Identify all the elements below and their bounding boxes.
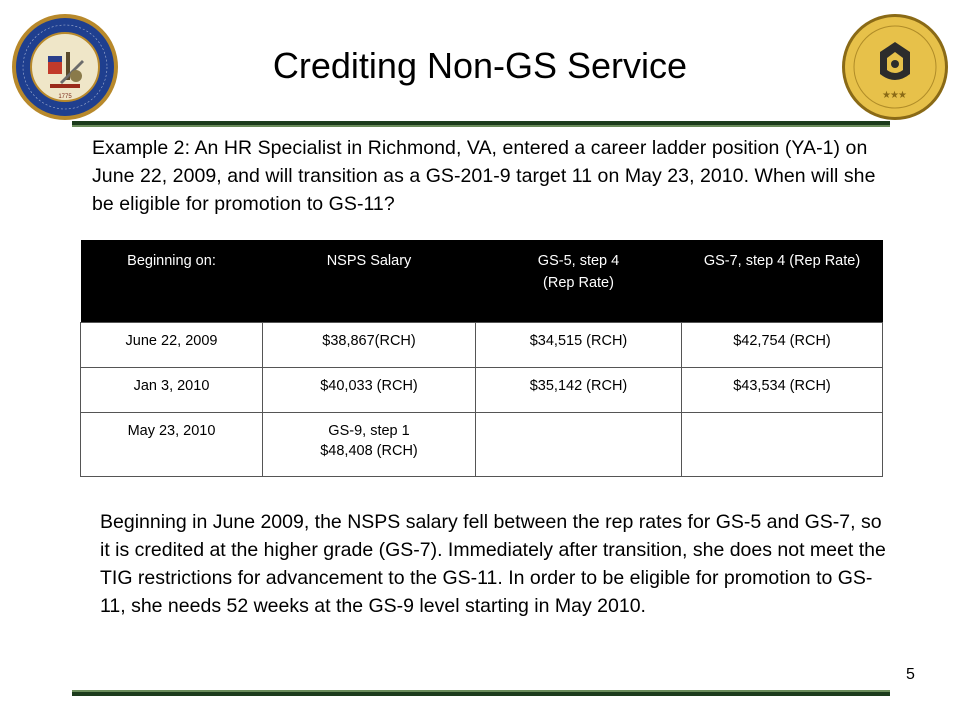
- page-number: 5: [906, 666, 915, 683]
- cell-gs5: $34,515 (RCH): [476, 323, 682, 368]
- table-header-row: [81, 240, 883, 323]
- cell-nsps-line2: $48,408 (RCH): [320, 443, 418, 459]
- header-gs5-line2: (Rep Rate): [543, 275, 614, 291]
- cell-nsps: $38,867(RCH): [263, 323, 476, 368]
- header-gs5-step4: [476, 240, 682, 323]
- cell-gs5: [476, 413, 682, 477]
- explanation-text: Beginning in June 2009, the NSPS salary fell between the rep rates for GS-5 and GS-7, so it is credited at the higher grade (GS-7). Immediately after transition, she does not meet the TIG restrictions for advancement to the GS-11. In order to be eligible for promotion to GS-11, she needs 52 weeks at the GS-9 level starting in May 2010.: [100, 511, 886, 617]
- example-text: Example 2: An HR Specialist in Richmond, VA, entered a career ladder position (YA-1) on June 22, 2009, and will transition as a GS-201-9 target 11 on May 23, 2010. When will she be eligible for promotion to GS-11?: [92, 137, 876, 215]
- salary-comparison-table: [80, 240, 883, 477]
- slide-title: Crediting Non-GS Service: [272, 45, 688, 86]
- table-row: [81, 368, 883, 413]
- cell-date: June 22, 2009: [81, 323, 263, 368]
- svg-text:★: ★: [882, 90, 891, 101]
- cell-gs5: $35,142 (RCH): [476, 368, 682, 413]
- table-row: [81, 323, 883, 368]
- cell-date: May 23, 2010: [81, 413, 263, 477]
- cell-nsps: [263, 413, 476, 477]
- cell-date: Jan 3, 2010: [81, 368, 263, 413]
- table-row: [81, 413, 883, 477]
- cell-gs7: $42,754 (RCH): [682, 323, 883, 368]
- header-gs5-line1: GS-5, step 4: [537, 253, 620, 269]
- top-divider-accent: [72, 125, 890, 127]
- cell-nsps: $40,033 (RCH): [263, 368, 476, 413]
- svg-text:1775: 1775: [58, 94, 72, 100]
- header-gs7-step4: GS-7, step 4 (Rep Rate): [682, 240, 883, 323]
- cell-nsps-line1: GS-9, step 1: [328, 423, 410, 439]
- header-nsps-salary: NSPS Salary: [263, 240, 476, 323]
- bottom-divider: [72, 692, 890, 696]
- cell-gs7: $43,534 (RCH): [682, 368, 883, 413]
- svg-text:★: ★: [890, 90, 899, 101]
- svg-text:★: ★: [898, 90, 907, 101]
- cell-gs7: [682, 413, 883, 477]
- header-beginning-on: Beginning on:: [81, 240, 263, 323]
